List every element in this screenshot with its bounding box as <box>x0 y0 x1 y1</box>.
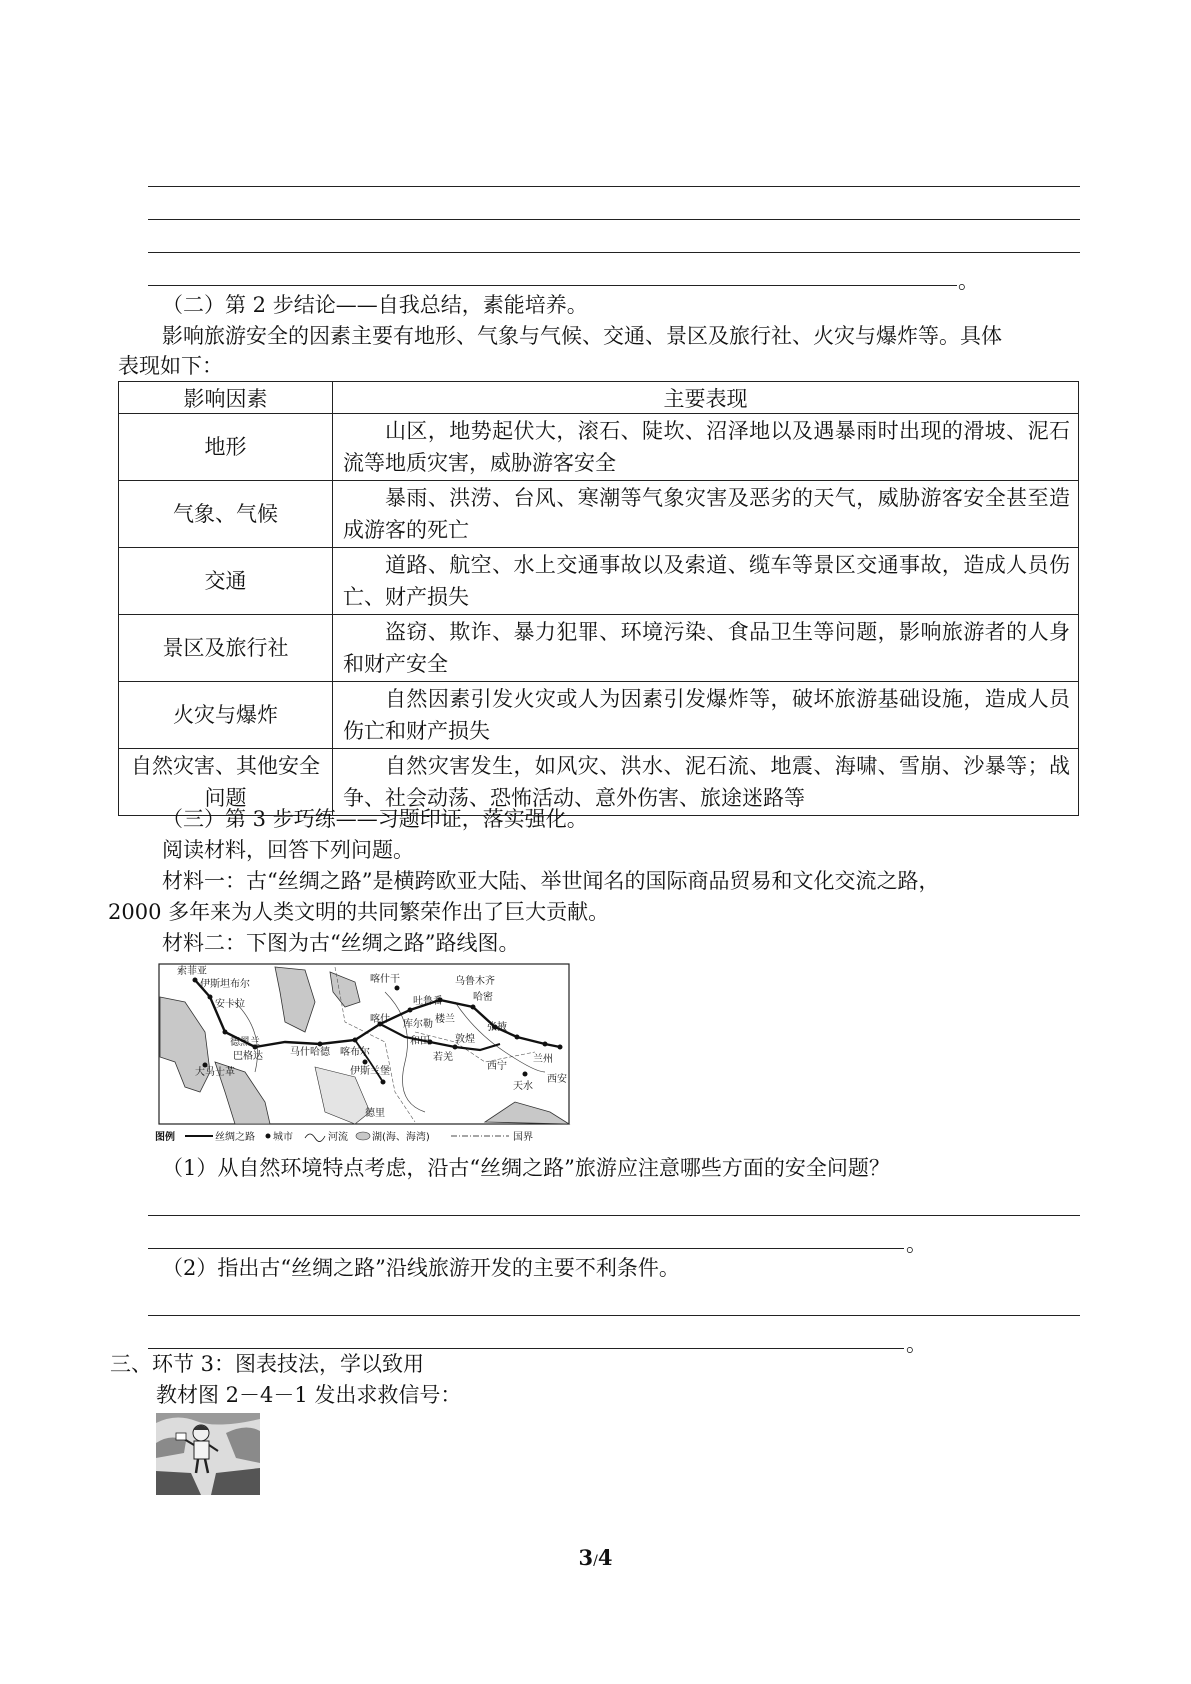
page-number <box>0 1545 1191 1570</box>
map-city-label: 喀什 <box>370 1014 390 1025</box>
answer-line-period: 。 <box>906 1232 927 1256</box>
map-city-label: 索菲亚 <box>177 966 207 977</box>
description-cell <box>333 481 1079 548</box>
question-text: （2）指出古“丝绸之路”沿线旅游开发的主要不利条件。 <box>162 1256 680 1280</box>
silk-road-map <box>155 962 575 1145</box>
map-city-label: 大马士革 <box>195 1067 235 1078</box>
page-number-total: 4 <box>597 1545 613 1570</box>
legend-border: 国界 <box>513 1132 533 1143</box>
map-city-label: 喀布尔 <box>340 1047 370 1058</box>
map-city-label: 德黑兰 <box>230 1037 260 1048</box>
map-city-label: 若羌 <box>433 1052 453 1063</box>
map-city-label: 伊斯兰堡 <box>350 1066 390 1077</box>
question-text: （1）从自然环境特点考虑，沿古“丝绸之路”旅游应注意哪些方面的安全问题？ <box>162 1156 890 1180</box>
legend-title: 图例 <box>155 1132 175 1143</box>
section-heading: （三）第 3 步巧练——习题印证，落实强化。 <box>162 807 588 831</box>
map-city-label: 天水 <box>513 1081 533 1092</box>
factor-cell: 景区及旅行社 <box>119 615 333 682</box>
page-number-separator: / <box>593 1553 598 1569</box>
map-city-label: 哈密 <box>473 992 493 1003</box>
description-text: 暴雨、洪涝、台风、寒潮等气象灾害及恶劣的天气，威胁游客安全甚至造成游客的死亡 <box>343 486 1070 542</box>
map-legend <box>155 1130 533 1143</box>
legend-lake: 湖(海、海湾) <box>372 1132 430 1143</box>
table-header-cell: 影响因素 <box>119 382 333 414</box>
description-cell <box>333 414 1079 481</box>
description-cell <box>333 615 1079 682</box>
factor-cell: 自然灾害、其他安全问题 <box>119 749 333 816</box>
answer-line <box>148 219 1080 220</box>
table-header-cell: 主要表现 <box>333 382 1079 414</box>
map-city-label: 吐鲁番 <box>413 996 443 1007</box>
map-city-label: 西安 <box>547 1074 567 1085</box>
distress-signal-illustration <box>156 1413 260 1495</box>
section-heading: （二）第 2 步结论——自我总结，素能培养。 <box>162 293 588 317</box>
answer-line[interactable] <box>148 1315 1080 1316</box>
answer-line <box>148 285 957 286</box>
description-text: 盗窃、欺诈、暴力犯罪、环境污染、食品卫生等问题，影响旅游者的人身和财产安全 <box>343 620 1070 676</box>
factor-cell: 气象、气候 <box>119 481 333 548</box>
description-cell <box>333 548 1079 615</box>
answer-line-period: 。 <box>958 269 979 293</box>
map-city-label: 巴格达 <box>233 1051 263 1062</box>
description-text: 自然因素引发火灾或人为因素引发爆炸等，破坏旅游基础设施，造成人员伤亡和财产损失 <box>343 687 1070 743</box>
intro-paragraph-line: 影响旅游安全的因素主要有地形、气象与气候、交通、景区及旅行社、火灾与爆炸等。具体 <box>162 324 1002 348</box>
legend-route: 丝绸之路 <box>215 1132 255 1143</box>
description-cell <box>333 682 1079 749</box>
page-number-current: 3 <box>578 1545 594 1570</box>
factor-cell: 交通 <box>119 548 333 615</box>
map-city-label: 喀什干 <box>370 974 400 985</box>
answer-line-period: 。 <box>906 1332 927 1356</box>
material-text: 2000 多年来为人类文明的共同繁荣作出了巨大贡献。 <box>108 900 610 924</box>
map-city-label: 安卡拉 <box>215 999 245 1010</box>
material-text: 材料一：古“丝绸之路”是横跨欧亚大陆、举世闻名的国际商品贸易和文化交流之路， <box>162 869 940 893</box>
answer-line <box>148 186 1080 187</box>
answer-line[interactable] <box>148 1215 1080 1216</box>
map-city-label: 楼兰 <box>435 1014 455 1025</box>
material-text: 材料二：下图为古“丝绸之路”路线图。 <box>162 931 520 955</box>
legend-city: 城市 <box>273 1132 293 1143</box>
map-city-label: 西宁 <box>487 1061 507 1072</box>
answer-line[interactable] <box>148 1248 904 1249</box>
description-text: 道路、航空、水上交通事故以及索道、缆车等景区交通事故，造成人员伤亡、财产损失 <box>343 553 1070 609</box>
answer-line <box>148 252 1080 253</box>
map-city-label: 马什哈德 <box>290 1047 330 1058</box>
table-row <box>119 682 1079 749</box>
intro-paragraph-line: 表现如下： <box>118 354 223 378</box>
figure-caption: 教材图 2－4－1 发出求救信号： <box>156 1383 462 1407</box>
map-city-label: 和田 <box>410 1036 430 1047</box>
map-city-label: 乌鲁木齐 <box>455 976 495 987</box>
table-row <box>119 481 1079 548</box>
table-row <box>119 615 1079 682</box>
factor-cell: 火灾与爆炸 <box>119 682 333 749</box>
table-row <box>119 414 1079 481</box>
instruction-text: 阅读材料，回答下列问题。 <box>162 838 414 862</box>
description-text: 山区，地势起伏大，滚石、陡坎、沼泽地以及遇暴雨时出现的滑坡、泥石流等地质灾害，威胁游客安全 <box>343 419 1070 475</box>
map-city-label: 库尔勒 <box>403 1019 433 1030</box>
factor-cell: 地形 <box>119 414 333 481</box>
map-city-label: 伊斯坦布尔 <box>200 979 250 990</box>
map-city-label: 张掖 <box>487 1022 507 1033</box>
legend-river: 河流 <box>328 1132 348 1143</box>
table-row <box>119 548 1079 615</box>
description-text: 自然灾害发生，如风灾、洪水、泥石流、地震、海啸、雪崩、沙暴等；战争、社会动荡、恐怖活动、意外伤害、旅途迷路等 <box>343 754 1070 810</box>
section-heading: 三、环节 3：图表技法，学以致用 <box>110 1352 425 1376</box>
map-city-label: 兰州 <box>533 1054 553 1065</box>
map-city-label: 敦煌 <box>455 1034 475 1045</box>
map-city-label: 德里 <box>365 1108 385 1119</box>
safety-factors-table <box>118 381 1079 816</box>
